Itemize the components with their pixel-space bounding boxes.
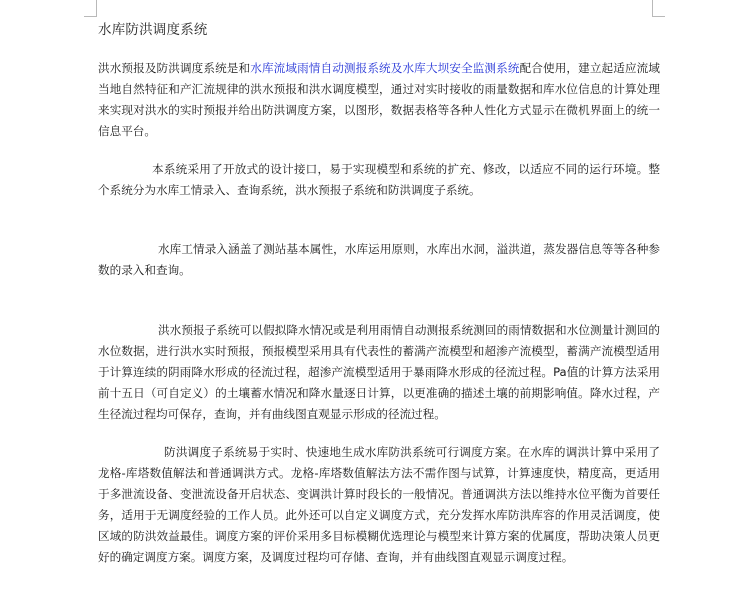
- dam-safety-monitoring-link[interactable]: 水库大坝安全监测系统: [402, 61, 520, 75]
- crop-mark-top-right: [652, 0, 665, 17]
- design-interface-paragraph: 本系统采用了开放式的设计接口，易于实现模型和系统的扩充、修改，以适应不同的运行环境。整个系统分为水库工情录入、查询系统，洪水预报子系统和防洪调度子系统。: [98, 162, 660, 197]
- intro-paragraph: [98, 58, 660, 142]
- intro-text-post: 配合使用，建立起适应流域当地自然特征和产汇流规律的洪水预报和洪水调度模型，通过对实时接收的雨量数据和库水位信息的计算处理来实现对洪水的实时预报并给出防洪调度方案，以图形，数据表格等各种人性化方式显示在微机界面上的统一信息平台。: [98, 61, 660, 138]
- intro-text-pre: 洪水预报及防洪调度系统是和: [98, 61, 251, 75]
- intro-text-mid: 及: [390, 61, 403, 75]
- flood-dispatch-paragraph: 防洪调度子系统易于实时、快速地生成水库防洪系统可行调度方案。在水库的调洪计算中采用了龙格-库塔数值解法和普通调洪方式。龙格-库塔数值解法方法不需作图与试算，计算速度快，精度高，更适用于多泄流设备、变泄流设备开启状态、变调洪计算时段长的一般情况。普通调洪方法以维持水位平衡为首要任务，适用于无调度经验的工作人员。此外还可以自定义调度方式，充分发挥水库防洪库容的作用灵活调度，使区域的防洪效益最佳。调度方案的评价采用多目标模糊优选理论与模型来计算方案的优属度，帮助决策人员更好的确定调度方案。调度方案，及调度过程均可存储、查询，并有曲线图直观显示调度过程。: [98, 445, 660, 564]
- crop-mark-top-left: [84, 0, 97, 17]
- document-title: 水库防洪调度系统: [98, 22, 208, 38]
- reservoir-input-paragraph: 水库工情录入涵盖了测站基本属性，水库运用原则，水库出水洞，溢洪道，蒸发器信息等等各种参数的录入和查询。: [98, 242, 660, 277]
- rain-telemetry-link[interactable]: 水库流域雨情自动测报系统: [250, 61, 391, 75]
- flood-forecast-paragraph: 洪水预报子系统可以假拟降水情况或是利用雨情自动测报系统测回的雨情数据和水位测量计测回的水位数据，进行洪水实时预报，预报模型采用具有代表性的蓄满产流模型和超渗产流模型，蓄满产流模型适用于计算连续的阴雨降水形成的径流过程，超渗产流模型适用于暴雨降水形成的径流过程。Pa值的计算方法采用前十五日（可自定义）的土壤蓄水情况和降水量逐日计算，以更准确的描述土壤的前期影响值。降水过程，产生径流过程均可保存，查询，并有曲线图直观显示形成的径流过程。: [98, 323, 660, 421]
